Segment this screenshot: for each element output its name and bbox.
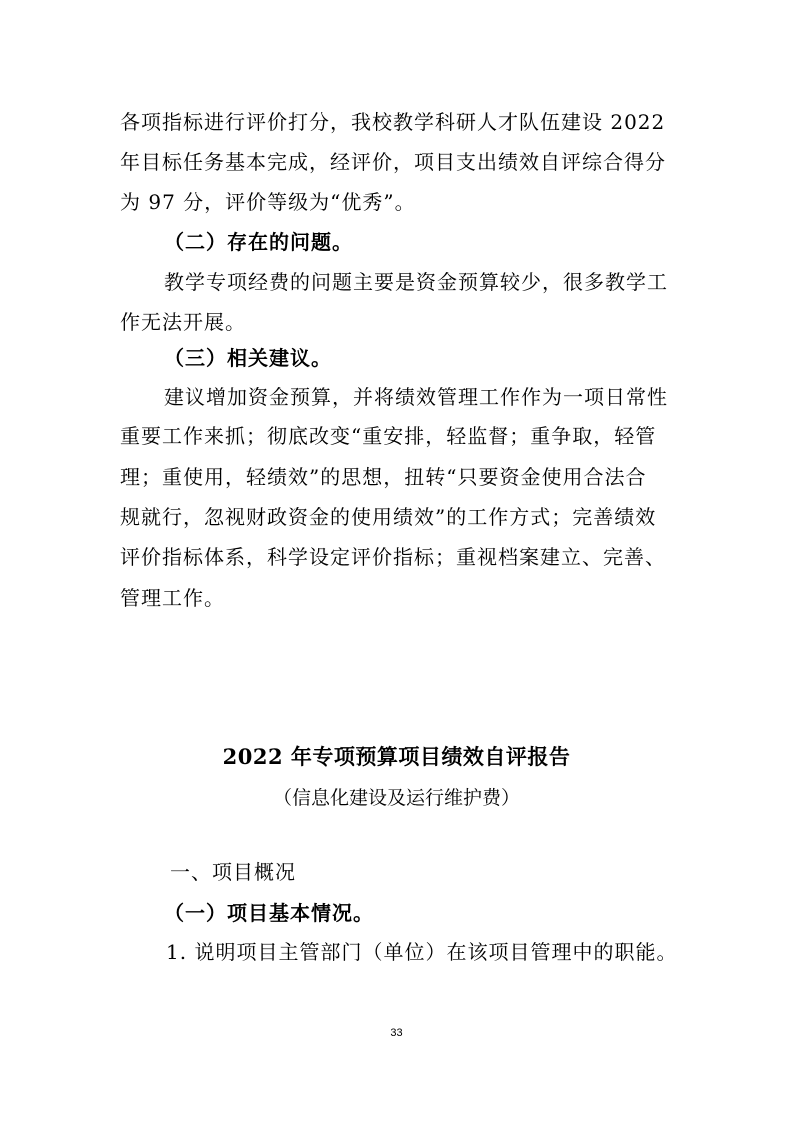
report-subtitle: （信息化建设及运行维护费） [272, 787, 520, 809]
paragraph-line: 教学专项经费的问题主要是资金预算较少，很多教学工 [164, 270, 668, 294]
heading-project-basic-info: （一）项目基本情况。 [164, 901, 374, 925]
page-number: 33 [390, 1027, 403, 1039]
paragraph-line: 重要工作来抓；彻底改变“重安排，轻监督；重争取，轻管 [120, 424, 657, 448]
paragraph-line: 为 97 分，评价等级为“优秀”。 [120, 190, 416, 214]
paragraph-line: 规就行，忽视财政资金的使用绩效”的工作方式；完善绩效 [120, 505, 657, 529]
section-heading-suggestions: （三）相关建议。 [164, 346, 332, 370]
paragraph-line: 管理工作。 [120, 586, 225, 610]
paragraph-line: 理；重使用，轻绩效”的思想，扭转“只要资金使用合法合 [120, 465, 647, 489]
list-item: 1. 说明项目主管部门（单位）在该项目管理中的职能。 [166, 940, 678, 964]
section-heading-problems: （二）存在的问题。 [164, 230, 353, 254]
heading-project-overview: 一、项目概况 [170, 860, 296, 884]
paragraph-line: 作无法开展。 [120, 310, 246, 334]
paragraph-line: 建议增加资金预算，并将绩效管理工作作为一项日常性 [164, 385, 668, 409]
paragraph-line: 年目标任务基本完成，经评价，项目支出绩效自评综合得分 [120, 150, 666, 174]
paragraph-line: 评价指标体系，科学设定评价指标；重视档案建立、完善、 [120, 545, 666, 569]
paragraph-line: 各项指标进行评价打分，我校教学科研人才队伍建设 2022 [120, 110, 666, 134]
report-title: 2022 年专项预算项目绩效自评报告 [222, 744, 571, 769]
